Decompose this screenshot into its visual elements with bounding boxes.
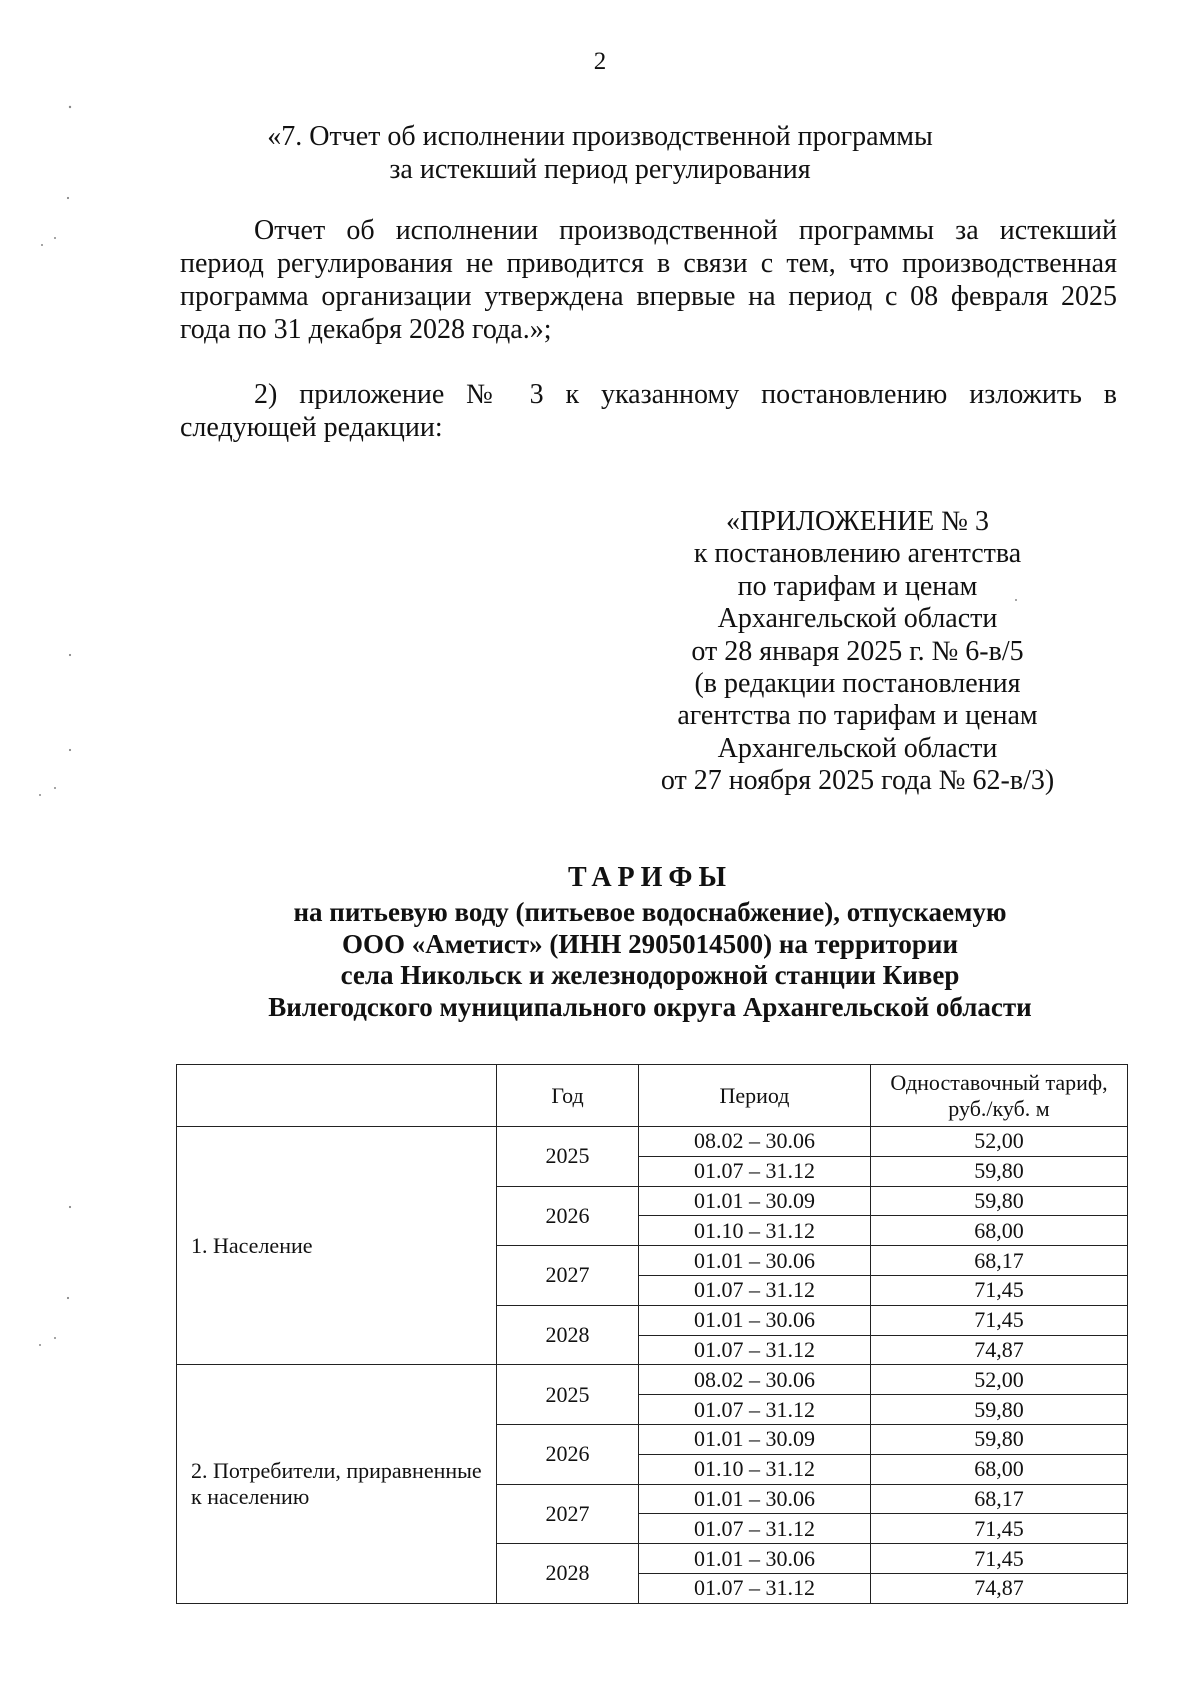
table-row (177, 1127, 1128, 1157)
annex-heading (620, 506, 1095, 798)
annex-line: агентства по тарифам и ценам (677, 700, 1038, 732)
tariffs-subtitle (170, 897, 1130, 1023)
tariff-cell: 68,17 (871, 1246, 1128, 1276)
scan-speck (39, 794, 41, 796)
period-cell: 01.01 – 30.06 (639, 1305, 871, 1335)
item-2-paragraph (180, 378, 1117, 444)
report-paragraph-text: Отчет об исполнении производственной программы за истекший период регулирования не приводится в связи с тем, что производственная программа организации утверждена впервые на период с 08 февраля 2025 года по 31 декабря 2028 года.»; (180, 215, 1117, 345)
header-period: Период (639, 1065, 871, 1127)
tariff-cell: 59,80 (871, 1156, 1128, 1186)
table-header-row (177, 1065, 1128, 1127)
year-cell: 2026 (497, 1186, 639, 1246)
tariff-cell: 71,45 (871, 1275, 1128, 1305)
period-cell: 01.07 – 31.12 (639, 1514, 871, 1544)
tariff-cell: 71,45 (871, 1514, 1128, 1544)
tariff-cell: 68,00 (871, 1216, 1128, 1246)
annex-line: (в редакции постановления (694, 668, 1021, 700)
period-cell: 01.07 – 31.12 (639, 1395, 871, 1425)
scan-speck (69, 1206, 71, 1208)
period-cell: 01.07 – 31.12 (639, 1335, 871, 1365)
year-cell: 2028 (497, 1544, 639, 1604)
period-cell: 01.07 – 31.12 (639, 1275, 871, 1305)
annex-line: от 27 ноября 2025 года № 62-в/3) (660, 765, 1055, 797)
tariffs-subtitle-line: на питьевую воду (питьевое водоснабжение), отпускаемую (293, 897, 1007, 927)
year-cell: 2025 (497, 1127, 639, 1187)
period-cell: 01.07 – 31.12 (639, 1156, 871, 1186)
period-cell: 01.10 – 31.12 (639, 1216, 871, 1246)
tariff-cell: 71,45 (871, 1544, 1128, 1574)
year-cell: 2027 (497, 1246, 639, 1306)
section-title-line: за истекший период регулирования (389, 154, 811, 185)
item-2-text: 2) приложение № 3 к указанному постановлению изложить в следующей редакции: (180, 379, 1117, 443)
year-cell: 2026 (497, 1424, 639, 1484)
scan-speck (39, 1344, 41, 1346)
section-title-line: «7. Отчет об исполнении производственной программы (267, 121, 933, 152)
scan-speck (69, 654, 71, 656)
scan-speck (41, 244, 43, 246)
annex-line: к постановлению агентства (693, 538, 1022, 570)
annex-line: Архангельской области (717, 603, 998, 635)
tariff-cell: 74,87 (871, 1573, 1128, 1603)
scan-speck (54, 237, 56, 239)
tariff-cell: 59,80 (871, 1186, 1128, 1216)
tariff-cell: 68,17 (871, 1484, 1128, 1514)
scan-speck (54, 1337, 56, 1339)
header-category (177, 1065, 497, 1127)
period-cell: 01.01 – 30.09 (639, 1186, 871, 1216)
annex-line: по тарифам и ценам (737, 570, 978, 602)
section-title (170, 120, 1030, 186)
period-cell: 01.01 – 30.06 (639, 1484, 871, 1514)
category-cell: 1. Население (177, 1127, 497, 1365)
tariff-cell: 52,00 (871, 1127, 1128, 1157)
tariff-cell: 71,45 (871, 1305, 1128, 1335)
annex-line: от 28 января 2025 г. № 6-в/5 (691, 635, 1024, 667)
annex-line: «ПРИЛОЖЕНИЕ № 3 (726, 506, 989, 537)
tariff-cell: 59,80 (871, 1395, 1128, 1425)
period-cell: 08.02 – 30.06 (639, 1365, 871, 1395)
year-cell: 2028 (497, 1305, 639, 1365)
tariff-cell: 52,00 (871, 1365, 1128, 1395)
year-cell: 2027 (497, 1484, 639, 1544)
tariff-cell: 59,80 (871, 1424, 1128, 1454)
tariffs-subtitle-line: Вилегодского муниципального округа Архангельской области (268, 991, 1032, 1022)
scan-speck (67, 1297, 69, 1299)
period-cell: 01.01 – 30.06 (639, 1246, 871, 1276)
tariffs-subtitle-line: села Никольск и железнодорожной станции Кивер (340, 960, 960, 990)
tariffs-title: ТАРИФЫ (568, 862, 732, 893)
header-year: Год (497, 1065, 639, 1127)
period-cell: 08.02 – 30.06 (639, 1127, 871, 1157)
period-cell: 01.01 – 30.09 (639, 1424, 871, 1454)
tariff-cell: 74,87 (871, 1335, 1128, 1365)
period-cell: 01.10 – 31.12 (639, 1454, 871, 1484)
table-row (177, 1365, 1128, 1395)
scan-speck (67, 197, 69, 199)
scan-speck (69, 749, 71, 751)
year-cell: 2025 (497, 1365, 639, 1425)
category-cell: 2. Потребители, приравненные к населению (177, 1365, 497, 1603)
tariff-table (176, 1064, 1128, 1604)
period-cell: 01.07 – 31.12 (639, 1573, 871, 1603)
header-tariff: Одноставочный тариф, руб./куб. м (871, 1065, 1128, 1127)
tariff-cell: 68,00 (871, 1454, 1128, 1484)
report-paragraph (180, 214, 1117, 346)
scan-speck (69, 106, 71, 108)
scan-speck (54, 787, 56, 789)
tariffs-subtitle-line: ООО «Аметист» (ИНН 2905014500) на территории (341, 928, 959, 959)
period-cell: 01.01 – 30.06 (639, 1544, 871, 1574)
annex-line: Архангельской области (717, 732, 998, 764)
page-number: 2 (593, 48, 607, 75)
